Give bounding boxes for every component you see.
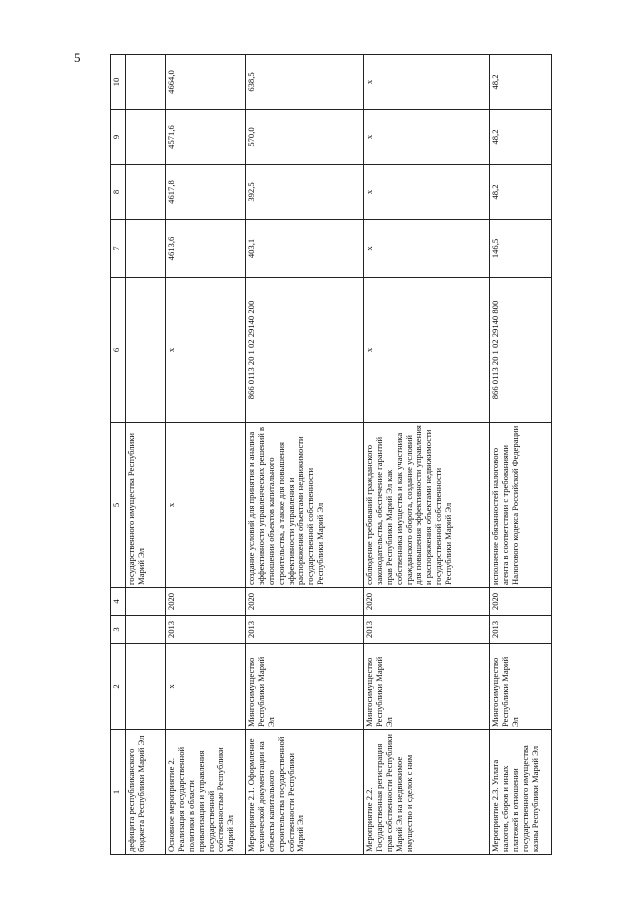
col-header-9: 9 <box>111 110 126 165</box>
cell-result: исполнение обязанностей налогового агента в соответствии с требованиями Налогового кодекса Российской Федерации <box>490 423 552 588</box>
cell-value-10: 48,2 <box>490 55 552 110</box>
cell-end: 2020 <box>166 588 246 616</box>
cell-start <box>126 616 166 644</box>
cell-value-9: 4571,6 <box>166 110 246 165</box>
cell-start: 2013 <box>364 616 490 644</box>
cell-result: государственного имущества Республики Марий Эл <box>126 423 166 588</box>
cell-value-7: 4613,6 <box>166 220 246 278</box>
cell-code: 866 0113 20 1 02 29140 800 <box>490 278 552 423</box>
cell-value-8: 4617,8 <box>166 165 246 220</box>
cell-value-8: 48,2 <box>490 165 552 220</box>
col-header-4: 4 <box>111 588 126 616</box>
cell-result: создание условий для принятия и анализа эффективности управленческих решений в отношении объектов капитального строительства, а также для повышения эффективности управления и распоряжения объектами недвижимости государственной собственности Республики Марий Эл <box>246 423 364 588</box>
cell-name: Мероприятие 2.1. Оформление технической документации на объекты капитального строительства государственной собственности Республики Марий Эл <box>246 730 364 855</box>
cell-result: х <box>166 423 246 588</box>
cell-executor: Мингосимущество Республики Марий Эл <box>364 644 490 730</box>
header-row <box>111 55 126 855</box>
cell-end: 2020 <box>246 588 364 616</box>
cell-name: Основное мероприятие 2. Реализация государственной политики в области приватизации и управления государственной собственностью Республики Марий Эл <box>166 730 246 855</box>
cell-value-9: 570,0 <box>246 110 364 165</box>
table-row <box>246 55 364 855</box>
cell-value-8 <box>126 165 166 220</box>
cell-start: 2013 <box>490 616 552 644</box>
cell-executor: Мингосимущество Республики Марий Эл <box>246 644 364 730</box>
cell-value-7: х <box>364 220 490 278</box>
col-header-5: 5 <box>111 423 126 588</box>
table-row <box>166 55 246 855</box>
cell-name: Мероприятие 2.2. Государственная регистрация прав собственности Республики Марий Эл на недвижимое имущество и сделок с ним <box>364 730 490 855</box>
cell-start: 2013 <box>166 616 246 644</box>
cell-executor: Мингосимущество Республики Марий Эл <box>490 644 552 730</box>
col-header-10: 10 <box>111 55 126 110</box>
cell-value-10: х <box>364 55 490 110</box>
col-header-8: 8 <box>111 165 126 220</box>
col-header-2: 2 <box>111 644 126 730</box>
cell-start: 2013 <box>246 616 364 644</box>
budget-table <box>110 54 552 855</box>
cell-executor <box>126 644 166 730</box>
cell-value-10: 4664,0 <box>166 55 246 110</box>
rotated-table-sheet <box>110 55 550 855</box>
cell-result: соблюдение требований гражданского законодательства, обеспечение гарантий прав Республики Марий Эл как собственника имущества и как участника гражданского оборота, создание условий для повышения эффективности управления и распоряжения объектами недвижимости государственной собственности Республики Марий Эл <box>364 423 490 588</box>
cell-value-10: 638,5 <box>246 55 364 110</box>
cell-code: х <box>166 278 246 423</box>
col-header-6: 6 <box>111 278 126 423</box>
table-row <box>126 55 166 855</box>
cell-value-9 <box>126 110 166 165</box>
cell-value-7 <box>126 220 166 278</box>
col-header-3: 3 <box>111 616 126 644</box>
page-number: 5 <box>74 50 81 65</box>
cell-name: Мероприятие 2.3. Уплата налогов, сборов и иных платежей в отношении государственного имущества казны Республики Марий Эл <box>490 730 552 855</box>
cell-end <box>126 588 166 616</box>
cell-executor: х <box>166 644 246 730</box>
cell-end: 2020 <box>490 588 552 616</box>
cell-value-8: х <box>364 165 490 220</box>
cell-value-9: 48,2 <box>490 110 552 165</box>
cell-code: 866 0113 20 1 02 29140 200 <box>246 278 364 423</box>
cell-value-7: 146,5 <box>490 220 552 278</box>
col-header-1: 1 <box>111 730 126 855</box>
cell-value-7: 403,1 <box>246 220 364 278</box>
table-row <box>490 55 552 855</box>
cell-name: дефицита республиканского бюджета Республики Марий Эл <box>126 730 166 855</box>
cell-code: х <box>364 278 490 423</box>
cell-value-9: х <box>364 110 490 165</box>
cell-value-8: 392,5 <box>246 165 364 220</box>
cell-code <box>126 278 166 423</box>
cell-end: 2020 <box>364 588 490 616</box>
col-header-7: 7 <box>111 220 126 278</box>
table-row <box>364 55 490 855</box>
cell-value-10 <box>126 55 166 110</box>
